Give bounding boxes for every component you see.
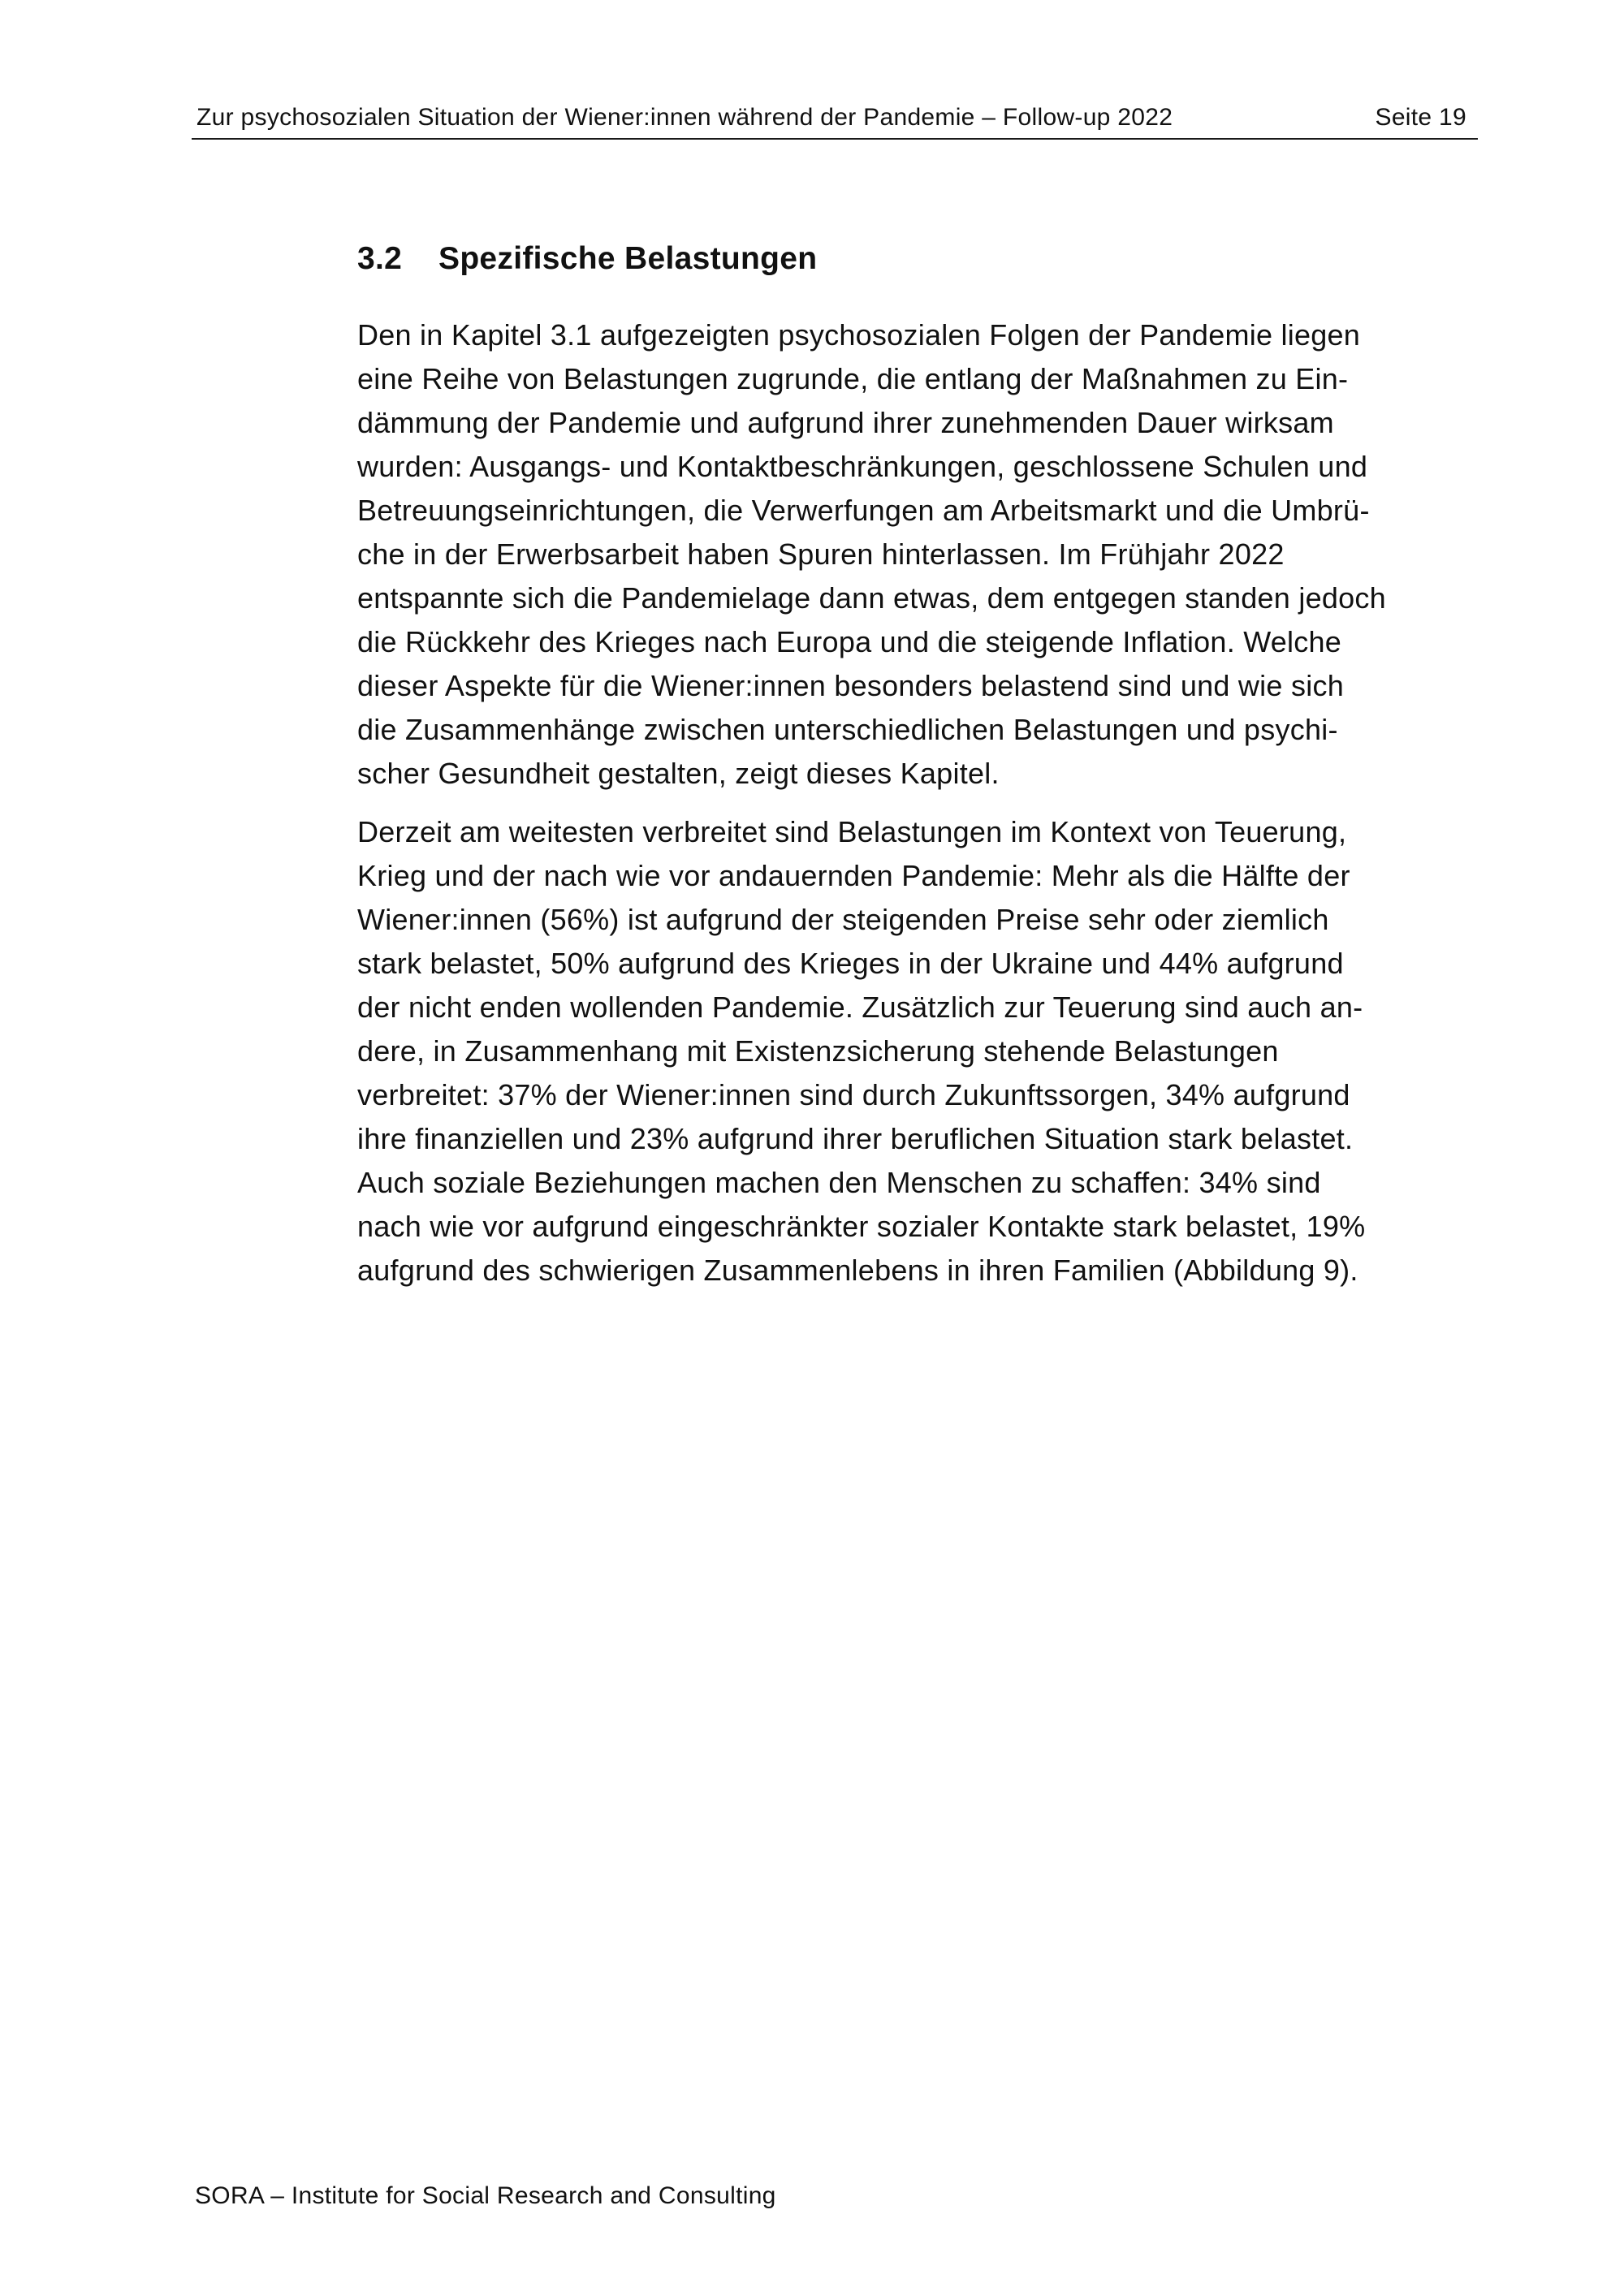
text-line: dämmung der Pandemie und aufgrund ihrer zunehmenden Dauer wirksam — [357, 406, 1334, 439]
paragraph-2 — [357, 810, 1478, 1293]
running-header-title: Zur psychosozialen Situation der Wiener:innen während der Pandemie – Follow-up 2022 — [197, 104, 1173, 131]
text-line: dieser Aspekte für die Wiener:innen besonders belastend sind und wie sich — [357, 669, 1344, 702]
text-line: ihre finanziellen und 23% aufgrund ihrer beruflichen Situation stark belastet. — [357, 1122, 1354, 1155]
page-header — [192, 102, 1478, 140]
paragraph-1 — [357, 313, 1478, 796]
text-line: wurden: Ausgangs- und Kontaktbeschränkungen, geschlossene Schulen und — [357, 450, 1368, 483]
section-number: 3.2 — [357, 241, 403, 276]
text-line: nach wie vor aufgrund eingeschränkter sozialer Kontakte stark belastet, 19% — [357, 1210, 1366, 1243]
section-title: Spezifische Belastungen — [438, 241, 818, 276]
text-line: che in der Erwerbsarbeit haben Spuren hinterlassen. Im Frühjahr 2022 — [357, 537, 1285, 571]
text-line: dere, in Zusammenhang mit Existenzsicherung stehende Belastungen — [357, 1034, 1279, 1068]
text-line: Den in Kapitel 3.1 aufgezeigten psychosozialen Folgen der Pandemie liegen — [357, 318, 1361, 352]
text-line: Wiener:innen (56%) ist aufgrund der steigenden Preise sehr oder ziemlich — [357, 903, 1329, 936]
text-line: stark belastet, 50% aufgrund des Krieges in der Ukraine und 44% aufgrund — [357, 947, 1344, 980]
text-line: Auch soziale Beziehungen machen den Menschen zu schaffen: 34% sind — [357, 1166, 1321, 1199]
text-line: verbreitet: 37% der Wiener:innen sind durch Zukunftssorgen, 34% aufgrund — [357, 1078, 1350, 1111]
text-line: die Rückkehr des Krieges nach Europa und die steigende Inflation. Welche — [357, 625, 1342, 658]
text-line: eine Reihe von Belastungen zugrunde, die entlang der Maßnahmen zu Ein- — [357, 362, 1349, 395]
text-line: die Zusammenhänge zwischen unterschiedlichen Belastungen und psychi- — [357, 713, 1338, 746]
text-line: der nicht enden wollenden Pandemie. Zusätzlich zur Teuerung sind auch an- — [357, 990, 1363, 1024]
text-line: entspannte sich die Pandemielage dann etwas, dem entgegen standen jedoch — [357, 581, 1386, 615]
text-line: Betreuungseinrichtungen, die Verwerfungen am Arbeitsmarkt und die Umbrü- — [357, 494, 1370, 527]
main-content — [357, 235, 1478, 1307]
page-footer: SORA – Institute for Social Research and Consulting — [195, 2182, 776, 2209]
section-heading — [357, 235, 1478, 283]
text-line: Derzeit am weitesten verbreitet sind Belastungen im Kontext von Teuerung, — [357, 815, 1347, 848]
page-number: Seite 19 — [1375, 104, 1466, 131]
text-line: scher Gesundheit gestalten, zeigt dieses Kapitel. — [357, 757, 1000, 790]
text-line: aufgrund des schwierigen Zusammenlebens in ihren Familien (Abbildung 9). — [357, 1254, 1358, 1287]
text-line: Krieg und der nach wie vor andauernden Pandemie: Mehr als die Hälfte der — [357, 859, 1350, 892]
